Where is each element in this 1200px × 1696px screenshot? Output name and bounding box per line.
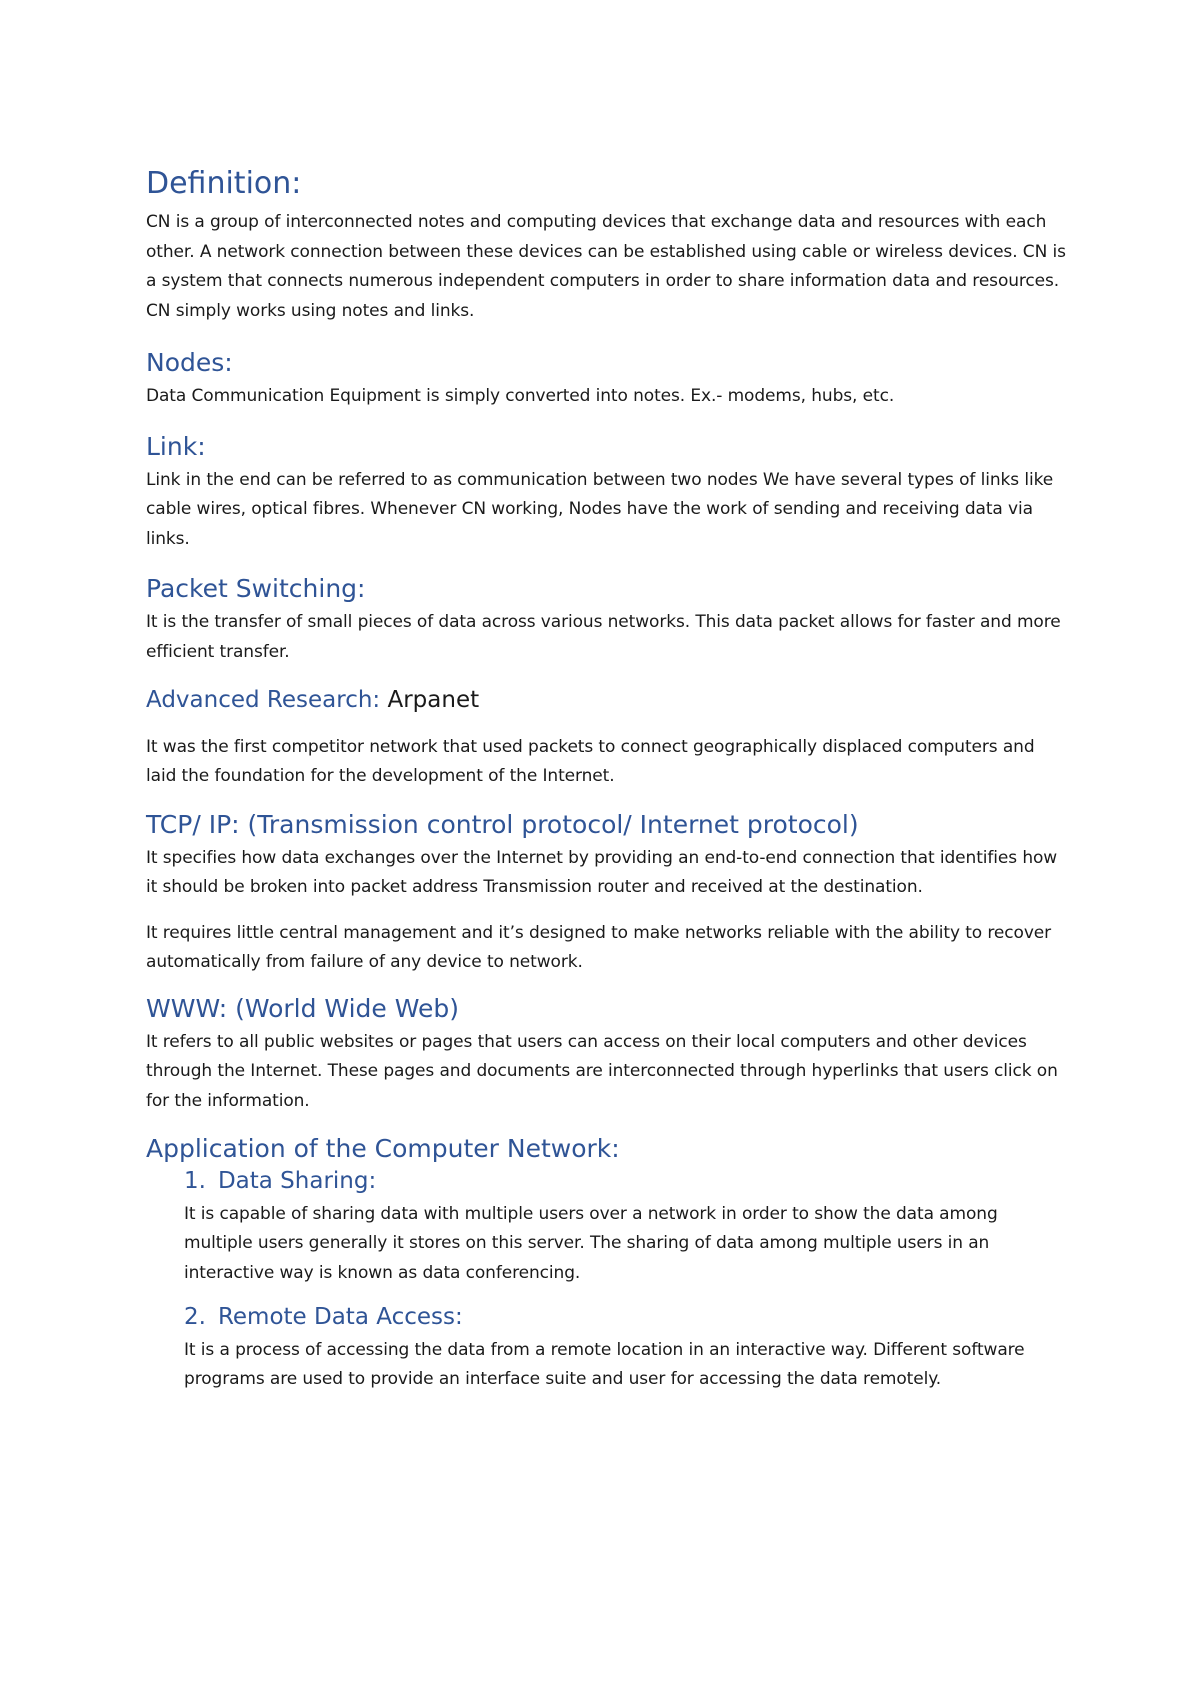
list-item-title: Remote Data Access: (217, 1304, 463, 1331)
remote-data-access-text: It is a process of accessing the data from a remote location in an interactive way. Different software programs are used to provide an interface suite and user for accessing the data remotely. (184, 1339, 1025, 1390)
tcp-ip-section (146, 810, 1066, 978)
list-item (184, 1304, 1066, 1395)
advanced-research-section (146, 687, 1066, 792)
list-item-number: 2. (184, 1304, 206, 1331)
list-item (184, 1168, 1066, 1288)
nodes-text: Data Communication Equipment is simply converted into notes. Ex.- modems, hubs, etc. (146, 386, 895, 406)
remote-data-access-heading (184, 1304, 1066, 1332)
advanced-research-heading (146, 687, 1066, 715)
packet-switching-section (146, 574, 1066, 667)
application-heading: Application of the Computer Network: (146, 1134, 620, 1164)
nodes-heading: Nodes: (146, 348, 233, 377)
advanced-research-suffix: Arpanet (387, 687, 480, 713)
data-sharing-text: It is capable of sharing data with multiple users over a network in order to show the data among multiple users generally it stores on this server. The sharing of data among multiple users in an interactive way is known as data conferencing. (184, 1203, 998, 1283)
www-text: It refers to all public websites or pages that users can access on their local computers and other devices through the Internet. These pages and documents are interconnected through hyperlinks that users click on for the information. (146, 1031, 1058, 1111)
packet-switching-heading: Packet Switching: (146, 574, 366, 603)
definition-section (146, 166, 1066, 326)
www-heading: WWW: (World Wide Web) (146, 993, 459, 1023)
www-section (146, 994, 1066, 1117)
application-section (146, 1134, 1066, 1395)
tcp-ip-heading: TCP/ IP: (Transmission control protocol/ Internet protocol) (146, 809, 859, 839)
nodes-section (146, 348, 1066, 412)
tcp-ip-text-1: It specifies how data exchanges over the Internet by providing an end-to-end connection that identifies how it should be broken into packet address Transmission router and received at the destination. (146, 847, 1058, 898)
application-list (184, 1168, 1066, 1395)
advanced-research-title: Advanced Research: (146, 687, 381, 713)
advanced-research-text: It was the first competitor network that used packets to connect geographically displaced computers and laid the foundation for the development of the Internet. (146, 736, 1035, 787)
link-text: Link in the end can be referred to as communication between two nodes We have several types of links like cable wires, optical fibres. Whenever CN working, Nodes have the work of sending and receiving data via links. (146, 469, 1054, 549)
tcp-ip-text-2: It requires little central management and it’s designed to make networks reliable with the ability to recover automatically from failure of any device to network. (146, 922, 1052, 973)
list-item-number: 1. (184, 1168, 206, 1195)
link-heading: Link: (146, 431, 206, 461)
link-section (146, 432, 1066, 555)
definition-heading: Definition: (146, 166, 302, 201)
data-sharing-heading (184, 1168, 1066, 1196)
list-item-title: Data Sharing: (217, 1168, 377, 1195)
document-page (146, 166, 1066, 1395)
definition-text: CN is a group of interconnected notes and computing devices that exchange data and resources with each other. A network connection between these devices can be established using cable or wireless devices. CN is a system that connects numerous independent computers in order to share information data and resources. CN simply works using notes and links. (146, 212, 1066, 321)
packet-switching-text: It is the transfer of small pieces of data across various networks. This data packet allows for faster and more efficient transfer. (146, 612, 1061, 662)
